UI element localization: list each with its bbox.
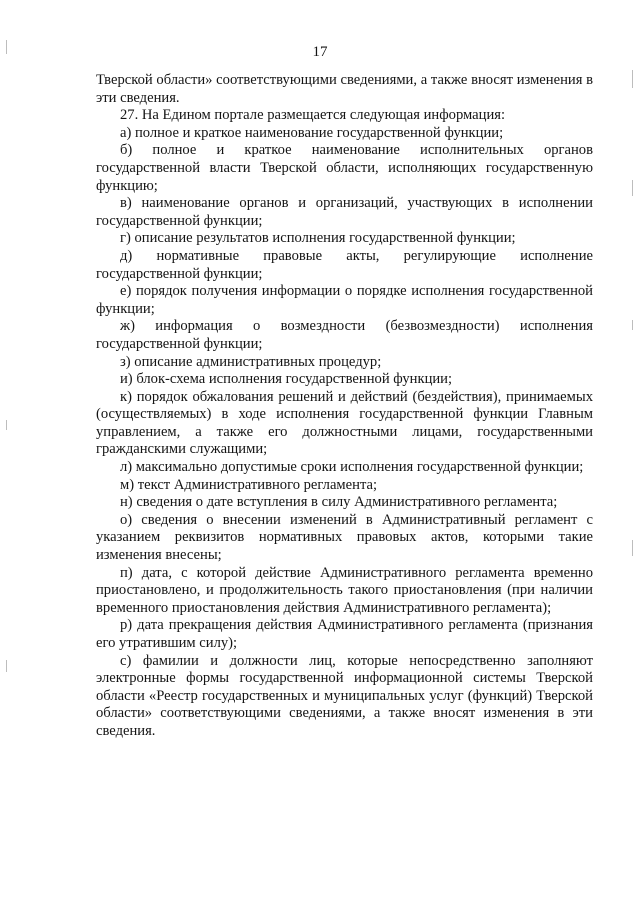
list-item: о) сведения о внесении изменений в Административный регламент с указанием реквизитов нормативных правовых актов, которыми такие изменения внесены; [96, 511, 593, 564]
scan-edge-mark [632, 180, 633, 196]
list-item: ж) информация о возмездности (безвозмездности) исполнения государственной функции; [96, 318, 593, 352]
list-item: г) описание результатов исполнения государственной функции; [120, 230, 516, 247]
list-item: з) описание административных процедур; [120, 353, 382, 370]
scan-edge-mark [6, 660, 7, 672]
list-item: п) дата, с которой действие Административного регламента временно приостановлено, и продолжительность такого приостановления (при наличии временного приостановления действия Административного регламента); [96, 564, 593, 616]
scan-edge-mark [632, 320, 633, 330]
page-number: 17 [312, 44, 328, 60]
paragraph: Тверской области» соответствующими сведениями, а также вносят изменения в эти сведения. [96, 72, 593, 106]
scan-edge-mark [632, 540, 633, 556]
list-item: а) полное и краткое наименование государственной функции; [120, 124, 504, 141]
list-item: в) наименование органов и организаций, участвующих в исполнении государственной функции; [96, 195, 593, 229]
scan-edge-mark [6, 40, 7, 54]
document-body [96, 72, 593, 741]
list-item: м) текст Административного регламента; [120, 476, 378, 493]
scan-edge-mark [632, 70, 633, 88]
list-item: и) блок-схема исполнения государственной функции; [120, 371, 453, 388]
paragraph: 27. На Едином портале размещается следующая информация: [120, 107, 506, 124]
scan-edge-mark [6, 420, 7, 430]
list-item: л) максимально допустимые сроки исполнения государственной функции; [120, 459, 584, 476]
list-item: р) дата прекращения действия Административного регламента (признания его утратившим силу); [96, 617, 593, 651]
list-item: к) порядок обжалования решений и действий (бездействия), принимаемых (осуществляемых) в ходе исполнения государственной функции Главным управлением, а также его должностными лицами, государственными гражданскими служащими; [96, 388, 593, 458]
list-item: н) сведения о дате вступления в силу Административного регламента; [120, 494, 558, 511]
list-item: б) полное и краткое наименование исполнительных органов государственной власти Тверской области, исполняющих государственную функцию; [96, 142, 593, 194]
list-item: е) порядок получения информации о порядке исполнения государственной функции; [96, 283, 593, 317]
list-item: с) фамилии и должности лиц, которые непосредственно заполняют электронные формы государственной информационной системы Тверской области «Реестр государственных и муниципальных услуг (функций) Тверской области» соответствующими сведениями, а также вносят изменения в эти сведения. [96, 652, 593, 739]
list-item: д) нормативные правовые акты, регулирующие исполнение государственной функции; [96, 247, 593, 282]
